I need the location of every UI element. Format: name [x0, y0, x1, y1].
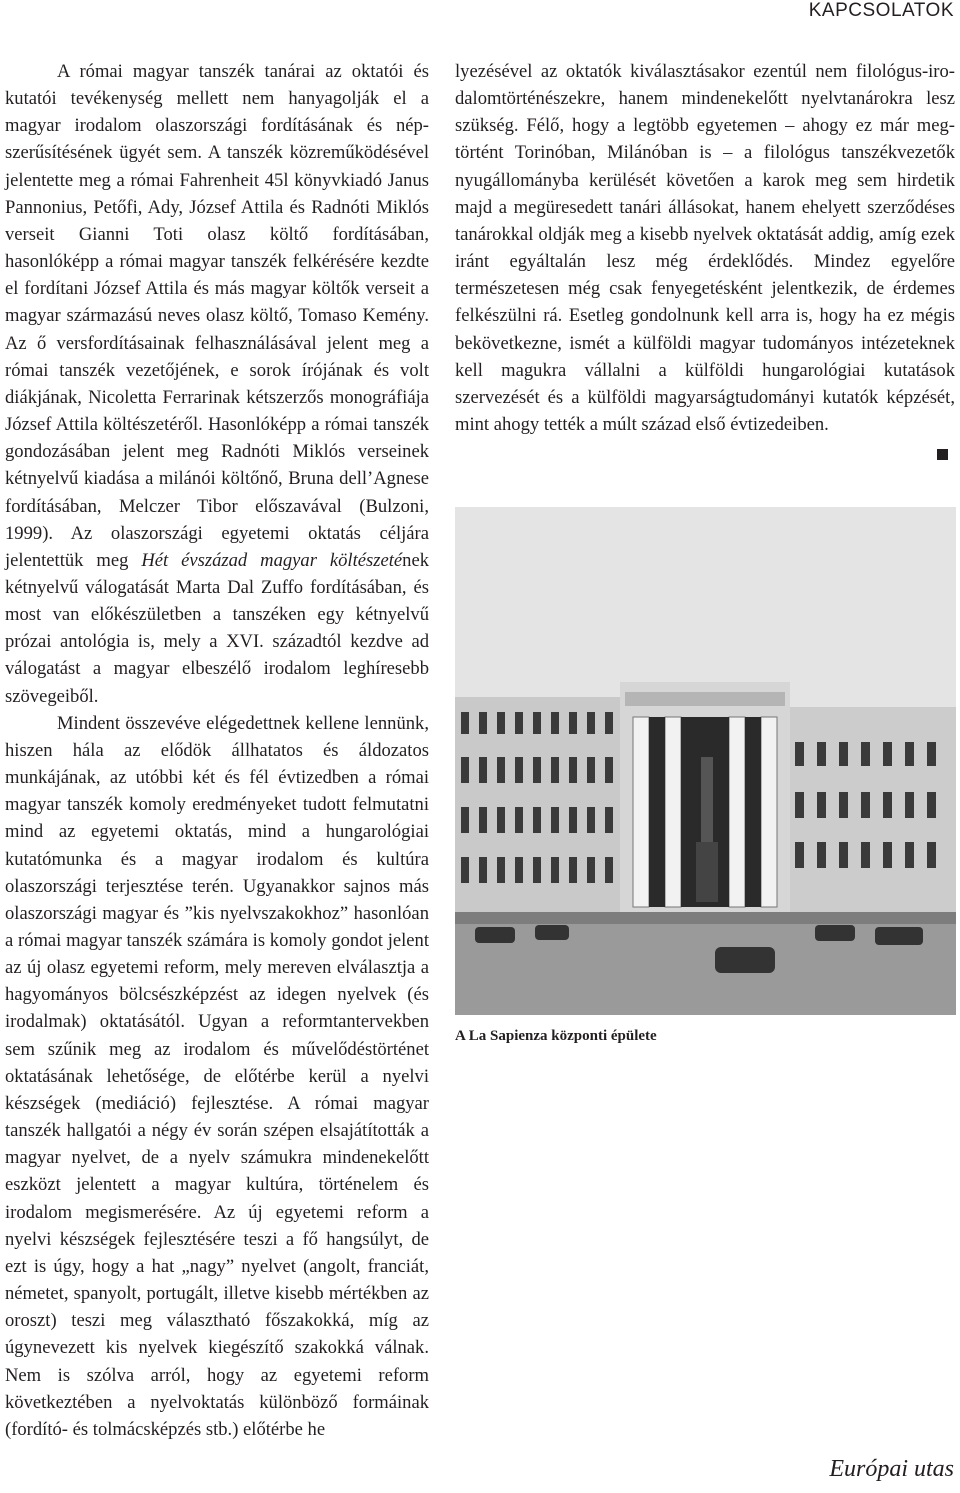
building-photo: [455, 507, 956, 1015]
paragraph-3: lyezésével az oktatók kiválasztásakor ezentúl nem filológus-irodalomtörténészekre, hanem mindenekelőtt nyelvtanárokra lesz szükség. Félő, hogy a legtöbb egyetemen – ahogy ez már megtörtént Torinóban, Milánóban is – a filológus tanszékvezetők nyugállományba kerülését követően a karok meg sem hirdetik majd a megüresedett tanári állásokat, hanem ehelyett szerződéses tanárokkal oldják meg a kisebb nyelvek oktatását addig, amíg ezek iránt egyáltalán lesz még érdeklődés. Mindez egyelőre természetesen még csak fenyegetésként jelentkezik, de érdemes felkészülni rá. Esetleg gondolnunk kell arra is, hogy ha ez mégis bekövetkezne, ismét a külföldi magyar tudományos intézeteknek kell magukra vállalni a külföldi hungarológiai kutatások szervezését és a külföldi magyarságtudományi kutatók képzését, mint ahogy tették a múlt század első évtizedeiben.: [455, 61, 955, 436]
right-column: [455, 58, 955, 438]
paragraph-1-text-a: A római magyar tanszék tanárai az oktatói és kutatói tevékenység mellett nem hanyagolják el a magyar irodalom olaszországi fordításának és népszerűsítésének ügyét sem. A tanszék közreműködésével jelentette meg a római Fahrenheit 45l könyvkiadó Janus Pannonius, Petőfi, Ady, József Attila és Radnóti Miklós verseit Gianni Toti olasz költő fordításában, hasonlóképp a római magyar tanszék felkérésére kezdte el fordítani József Attila és más magyar költők verseit a magyar származású neves olasz költő, Tomaso Kemény. Az ő versfordításainak felhasználásával jelent meg a római tanszék vezetőjének, e sorok írójának és volt diákjának, Nicoletta Ferrarinak kétszerzős monográfiája József Attila költészetéről. Hasonlóképp a római tanszék gondozásában jelent meg Radnóti Miklós verseinek kétnyelvű kiadása a milánói költőnő, Bruna dell’Agnese fordításában, Melczer Tibor előszavával (Bulzoni, 1999). Az olaszországi egyetemi oktatás céljára jelentettük meg: [5, 61, 429, 571]
photo-caption: A La Sapienza központi épülete: [455, 1028, 657, 1044]
paragraph-2: Mindent összevéve elégedettnek kellene lennünk, hiszen hála az elődök állhatatos és áldozatos munkájának, az utóbbi két és fél évtizedben a római magyar tanszék komoly eredményeket tudott felmutatni mind az egyetemi oktatás, mind a hungarológiai kutatómunka és a magyar irodalom és kultúra olaszországi terjesztése terén. Ugyanakkor sajnos más olaszországi magyar és ”kis nyelvszakokhoz” hasonlóan a római magyar tanszék számára is komoly gondot jelent az új olasz egyetemi reform, mely mereven elválasztja a hagyományos bölcsészképzést az idegen nyelvek (és irodalmak) oktatásától. Ugyan a reformtantervekben sem szűnik meg az irodalom és művelődéstörténet oktatásának lehetősége, de előtérbe kerül a nyelvi készségek (mediáció) fejlesztése. A római magyar tanszék hallgatói a négy év során szépen elsajátították a magyar nyelvet, de a nyelv számukra mindenekelőtt eszközt jelentett a magyar kultúra, történelem és irodalom megismerésére. Az új egyetemi reform a nyelvi készségek fejlesztésére teszi a fő hangsúlyt, de ezt is úgy, hogy a hat „nagy” nyelvet (angolt, franciát, németet, spanyolt, portugált, illetve kisebb mértékben az oroszt) teszi meg választható főszakokká, míg az úgynevezett kis nyelvek kiegészítő szakokká válnak. Nem is szólva arról, hogy az egyetemi reform következtében a nyelvoktatás különböző formáinak (fordító- és tolmácsképzés stb.) előtérbe he: [5, 712, 429, 1440]
paragraph-1: [5, 58, 429, 710]
publication-name: Európai utas: [829, 1456, 954, 1482]
article-end-mark: [937, 449, 948, 460]
book-title-italic: Hét évszázad magyar költészeté: [141, 549, 403, 571]
paragraph-1-text-b: nek kétnyelvű válogatását Marta Dal Zuffo fordításában, és most van előkészületben a tanszéken egy kétnyelvű prózai antológia is, mely a XVI. századtól kezdve ad válogatást a magyar elbeszélő irodalom leghíresebb szövegeiből.: [5, 549, 429, 707]
section-header: KAPCSOLATOK: [808, 0, 954, 21]
left-column: [5, 58, 429, 1443]
